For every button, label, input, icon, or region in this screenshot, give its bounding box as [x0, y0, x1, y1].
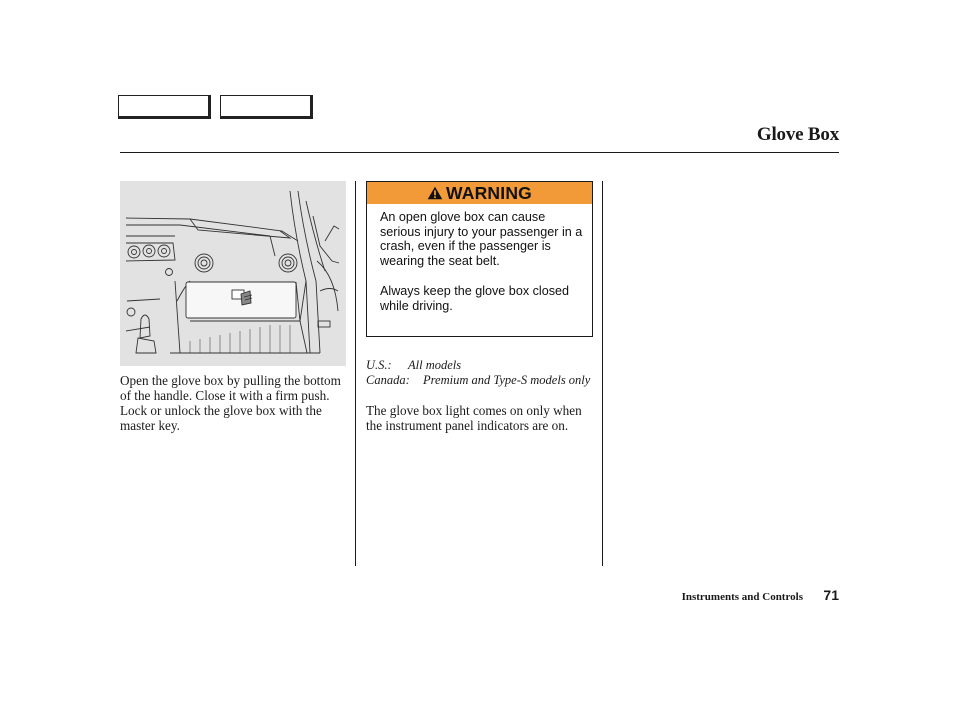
column-divider — [602, 181, 603, 566]
model-note-canada — [366, 373, 596, 388]
glove-box-instructions: Open the glove box by pulling the bottom of the handle. Close it with a firm push. Lock or unlock the glove box with the master key. — [120, 373, 341, 433]
warning-label: WARNING — [446, 182, 532, 203]
note-value: Premium and Type-S models only — [423, 373, 591, 387]
warning-paragraph: Always keep the glove box closed while driving. — [380, 283, 570, 313]
footer-section-name: Instruments and Controls — [681, 591, 803, 603]
warning-paragraph: An open glove box can cause serious injury to your passenger in a crash, even if the passenger is wearing the seat belt. — [380, 210, 583, 269]
note-value: All models — [408, 358, 462, 372]
nav-button-index[interactable] — [220, 95, 313, 119]
note-label: Canada: — [366, 373, 410, 387]
nav-button-contents[interactable] — [118, 95, 211, 119]
model-note-us — [366, 358, 462, 373]
page-number: 71 — [823, 587, 839, 603]
note-label: U.S.: — [366, 358, 392, 372]
warning-triangle-icon — [427, 186, 443, 200]
column-divider — [355, 181, 356, 566]
warning-box — [366, 181, 593, 337]
glove-box-dashboard-illustration — [120, 181, 346, 366]
warning-header — [367, 182, 592, 204]
glove-box-light-description: The glove box light comes on only when the instrument panel indicators are on. — [366, 403, 582, 433]
page-title: Glove Box — [756, 124, 839, 145]
title-divider — [120, 152, 839, 153]
